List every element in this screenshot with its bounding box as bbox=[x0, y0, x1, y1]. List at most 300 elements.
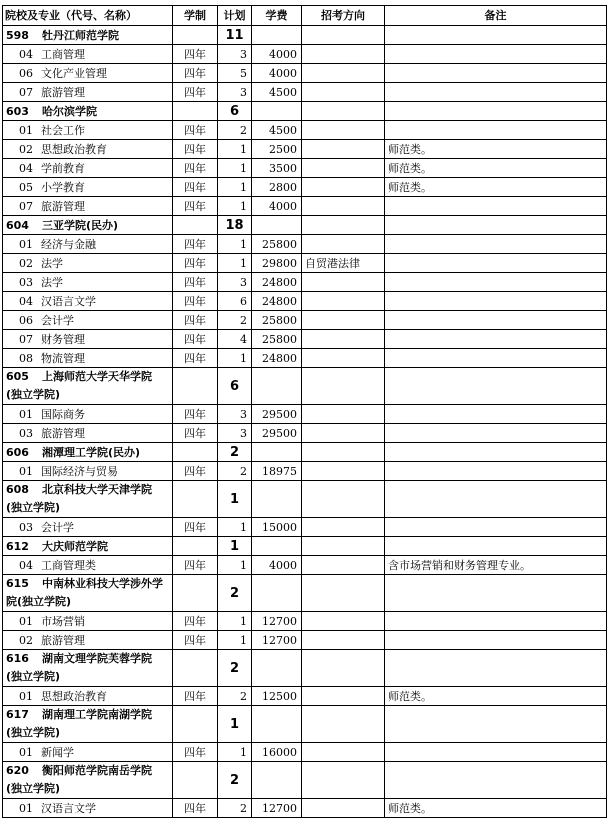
years-cell: 四年 bbox=[173, 159, 218, 178]
major-name: 旅游管理 bbox=[41, 199, 85, 213]
header-direction: 招考方向 bbox=[302, 6, 385, 26]
plan-cell: 1 bbox=[218, 178, 252, 197]
plan-cell: 3 bbox=[218, 424, 252, 443]
major-cell bbox=[3, 197, 173, 216]
years-cell: 四年 bbox=[173, 743, 218, 762]
plan-cell: 1 bbox=[218, 556, 252, 575]
years-cell bbox=[173, 650, 218, 687]
fee-cell: 16000 bbox=[252, 743, 302, 762]
remark-cell bbox=[385, 26, 607, 45]
major-row bbox=[3, 140, 607, 159]
plan-cell: 1 bbox=[218, 140, 252, 159]
plan-cell: 1 bbox=[218, 518, 252, 537]
years-cell: 四年 bbox=[173, 235, 218, 254]
years-cell: 四年 bbox=[173, 405, 218, 424]
years-cell: 四年 bbox=[173, 254, 218, 273]
major-code: 06 bbox=[19, 313, 33, 327]
major-row bbox=[3, 121, 607, 140]
remark-cell bbox=[385, 235, 607, 254]
plan-cell: 1 bbox=[218, 743, 252, 762]
major-cell bbox=[3, 273, 173, 292]
major-cell bbox=[3, 799, 173, 818]
major-code: 01 bbox=[19, 689, 33, 703]
school-plan-cell: 2 bbox=[218, 443, 252, 462]
major-name: 学前教育 bbox=[41, 161, 85, 175]
major-name: 市场营销 bbox=[41, 614, 85, 628]
major-code: 04 bbox=[19, 558, 33, 572]
school-row bbox=[3, 26, 607, 45]
major-cell bbox=[3, 45, 173, 64]
major-code: 03 bbox=[19, 426, 33, 440]
major-code: 03 bbox=[19, 520, 33, 534]
major-name: 文化产业管理 bbox=[41, 66, 107, 80]
major-code: 01 bbox=[19, 123, 33, 137]
years-cell: 四年 bbox=[173, 687, 218, 706]
remark-cell: 师范类。 bbox=[385, 799, 607, 818]
fee-cell: 24800 bbox=[252, 292, 302, 311]
fee-cell: 12500 bbox=[252, 687, 302, 706]
remark-cell bbox=[385, 216, 607, 235]
fee-cell: 18975 bbox=[252, 462, 302, 481]
header-years: 学制 bbox=[173, 6, 218, 26]
major-name: 国际经济与贸易 bbox=[41, 464, 118, 478]
direction-cell bbox=[302, 273, 385, 292]
school-plan-cell: 11 bbox=[218, 26, 252, 45]
major-cell bbox=[3, 254, 173, 273]
major-code: 04 bbox=[19, 161, 33, 175]
school-cell bbox=[3, 537, 173, 556]
years-cell: 四年 bbox=[173, 424, 218, 443]
remark-cell bbox=[385, 254, 607, 273]
header-remark: 备注 bbox=[385, 6, 607, 26]
remark-cell: 师范类。 bbox=[385, 159, 607, 178]
plan-cell: 1 bbox=[218, 349, 252, 368]
school-code: 620 bbox=[6, 764, 29, 777]
school-name-line2: (独立学院) bbox=[6, 501, 61, 514]
fee-cell: 4500 bbox=[252, 121, 302, 140]
direction-cell bbox=[302, 687, 385, 706]
plan-cell: 1 bbox=[218, 197, 252, 216]
major-cell bbox=[3, 121, 173, 140]
fee-cell: 4000 bbox=[252, 64, 302, 83]
major-row bbox=[3, 178, 607, 197]
plan-cell: 1 bbox=[218, 631, 252, 650]
major-cell bbox=[3, 743, 173, 762]
remark-cell bbox=[385, 102, 607, 121]
major-cell bbox=[3, 518, 173, 537]
remark-cell bbox=[385, 424, 607, 443]
school-plan-cell: 18 bbox=[218, 216, 252, 235]
major-code: 08 bbox=[19, 351, 33, 365]
school-plan-cell: 6 bbox=[218, 368, 252, 405]
years-cell bbox=[173, 537, 218, 556]
plan-cell: 2 bbox=[218, 799, 252, 818]
plan-cell: 1 bbox=[218, 612, 252, 631]
admission-plan-table bbox=[2, 5, 607, 818]
fee-cell bbox=[252, 537, 302, 556]
direction-cell bbox=[302, 64, 385, 83]
direction-cell bbox=[302, 121, 385, 140]
years-cell bbox=[173, 26, 218, 45]
years-cell: 四年 bbox=[173, 799, 218, 818]
direction-cell bbox=[302, 292, 385, 311]
direction-cell bbox=[302, 45, 385, 64]
fee-cell bbox=[252, 216, 302, 235]
remark-cell: 含市场营销和财务管理专业。 bbox=[385, 556, 607, 575]
school-cell bbox=[3, 102, 173, 121]
remark-cell bbox=[385, 762, 607, 799]
plan-cell: 2 bbox=[218, 311, 252, 330]
major-row bbox=[3, 556, 607, 575]
remark-cell bbox=[385, 368, 607, 405]
remark-cell bbox=[385, 518, 607, 537]
school-code: 612 bbox=[6, 539, 29, 553]
fee-cell: 12700 bbox=[252, 631, 302, 650]
years-cell bbox=[173, 481, 218, 518]
remark-cell: 师范类。 bbox=[385, 140, 607, 159]
fee-cell: 2800 bbox=[252, 178, 302, 197]
years-cell bbox=[173, 216, 218, 235]
school-name: 大庆师范学院 bbox=[42, 539, 108, 553]
major-code: 01 bbox=[19, 745, 33, 759]
remark-cell bbox=[385, 443, 607, 462]
fee-cell: 25800 bbox=[252, 235, 302, 254]
plan-cell: 2 bbox=[218, 462, 252, 481]
years-cell: 四年 bbox=[173, 83, 218, 102]
fee-cell: 4500 bbox=[252, 83, 302, 102]
fee-cell: 15000 bbox=[252, 518, 302, 537]
header-plan: 计划 bbox=[218, 6, 252, 26]
years-cell bbox=[173, 762, 218, 799]
major-code: 07 bbox=[19, 199, 33, 213]
remark-cell bbox=[385, 612, 607, 631]
years-cell bbox=[173, 368, 218, 405]
direction-cell bbox=[302, 799, 385, 818]
remark-cell bbox=[385, 121, 607, 140]
direction-cell bbox=[302, 26, 385, 45]
major-cell bbox=[3, 349, 173, 368]
remark-cell bbox=[385, 64, 607, 83]
major-name: 经济与金融 bbox=[41, 237, 96, 251]
school-code: 605 bbox=[6, 370, 29, 383]
direction-cell bbox=[302, 405, 385, 424]
years-cell: 四年 bbox=[173, 311, 218, 330]
fee-cell bbox=[252, 443, 302, 462]
direction-cell bbox=[302, 178, 385, 197]
fee-cell: 29800 bbox=[252, 254, 302, 273]
direction-cell bbox=[302, 368, 385, 405]
major-cell bbox=[3, 178, 173, 197]
major-code: 02 bbox=[19, 633, 33, 647]
fee-cell: 4000 bbox=[252, 45, 302, 64]
major-row bbox=[3, 311, 607, 330]
school-code: 603 bbox=[6, 104, 29, 118]
fee-cell bbox=[252, 368, 302, 405]
fee-cell: 4000 bbox=[252, 197, 302, 216]
plan-cell: 3 bbox=[218, 83, 252, 102]
school-name-line2: (独立学院) bbox=[6, 782, 61, 795]
major-row bbox=[3, 687, 607, 706]
school-row bbox=[3, 216, 607, 235]
direction-cell bbox=[302, 140, 385, 159]
direction-cell bbox=[302, 612, 385, 631]
major-cell bbox=[3, 83, 173, 102]
remark-cell bbox=[385, 706, 607, 743]
school-name: 牡丹江师范学院 bbox=[42, 28, 119, 42]
school-row bbox=[3, 706, 607, 743]
direction-cell bbox=[302, 537, 385, 556]
fee-cell bbox=[252, 575, 302, 612]
major-row bbox=[3, 254, 607, 273]
direction-cell bbox=[302, 443, 385, 462]
direction-cell: 自贸港法律 bbox=[302, 254, 385, 273]
school-plan-cell: 1 bbox=[218, 481, 252, 518]
school-row bbox=[3, 368, 607, 405]
years-cell: 四年 bbox=[173, 140, 218, 159]
major-name: 旅游管理 bbox=[41, 426, 85, 440]
direction-cell bbox=[302, 197, 385, 216]
major-name: 会计学 bbox=[41, 520, 74, 534]
major-cell bbox=[3, 159, 173, 178]
major-name: 法学 bbox=[41, 256, 63, 270]
direction-cell bbox=[302, 424, 385, 443]
years-cell: 四年 bbox=[173, 462, 218, 481]
direction-cell bbox=[302, 518, 385, 537]
major-cell bbox=[3, 330, 173, 349]
major-code: 02 bbox=[19, 256, 33, 270]
major-name: 国际商务 bbox=[41, 407, 85, 421]
remark-cell: 师范类。 bbox=[385, 178, 607, 197]
major-row bbox=[3, 612, 607, 631]
major-code: 04 bbox=[19, 47, 33, 61]
major-cell bbox=[3, 424, 173, 443]
school-cell bbox=[3, 762, 173, 799]
school-cell bbox=[3, 575, 173, 612]
major-code: 01 bbox=[19, 614, 33, 628]
direction-cell bbox=[302, 706, 385, 743]
remark-cell bbox=[385, 197, 607, 216]
school-plan-cell: 1 bbox=[218, 706, 252, 743]
fee-cell bbox=[252, 706, 302, 743]
major-row bbox=[3, 64, 607, 83]
fee-cell: 3500 bbox=[252, 159, 302, 178]
years-cell bbox=[173, 706, 218, 743]
direction-cell bbox=[302, 481, 385, 518]
header-row bbox=[3, 6, 607, 26]
plan-cell: 2 bbox=[218, 687, 252, 706]
major-cell bbox=[3, 631, 173, 650]
school-cell bbox=[3, 706, 173, 743]
direction-cell bbox=[302, 216, 385, 235]
years-cell: 四年 bbox=[173, 556, 218, 575]
plan-cell: 3 bbox=[218, 405, 252, 424]
major-code: 01 bbox=[19, 464, 33, 478]
school-plan-cell: 6 bbox=[218, 102, 252, 121]
fee-cell bbox=[252, 481, 302, 518]
fee-cell: 25800 bbox=[252, 311, 302, 330]
direction-cell bbox=[302, 349, 385, 368]
school-name-line2: (独立学院) bbox=[6, 388, 61, 401]
direction-cell bbox=[302, 650, 385, 687]
major-code: 07 bbox=[19, 85, 33, 99]
years-cell: 四年 bbox=[173, 64, 218, 83]
major-row bbox=[3, 518, 607, 537]
school-row bbox=[3, 537, 607, 556]
years-cell bbox=[173, 443, 218, 462]
school-code: 615 bbox=[6, 577, 29, 590]
years-cell: 四年 bbox=[173, 518, 218, 537]
major-cell bbox=[3, 292, 173, 311]
school-cell bbox=[3, 443, 173, 462]
direction-cell bbox=[302, 83, 385, 102]
major-code: 01 bbox=[19, 237, 33, 251]
major-row bbox=[3, 292, 607, 311]
school-cell bbox=[3, 26, 173, 45]
remark-cell bbox=[385, 45, 607, 64]
school-row bbox=[3, 443, 607, 462]
remark-cell bbox=[385, 273, 607, 292]
major-row bbox=[3, 424, 607, 443]
major-name: 旅游管理 bbox=[41, 85, 85, 99]
major-cell bbox=[3, 64, 173, 83]
school-plan-cell: 2 bbox=[218, 650, 252, 687]
fee-cell bbox=[252, 762, 302, 799]
major-name: 会计学 bbox=[41, 313, 74, 327]
direction-cell bbox=[302, 330, 385, 349]
major-row bbox=[3, 462, 607, 481]
major-code: 05 bbox=[19, 180, 33, 194]
school-row bbox=[3, 575, 607, 612]
major-name: 法学 bbox=[41, 275, 63, 289]
major-code: 04 bbox=[19, 294, 33, 308]
major-cell bbox=[3, 612, 173, 631]
major-code: 02 bbox=[19, 142, 33, 156]
school-row bbox=[3, 481, 607, 518]
fee-cell: 29500 bbox=[252, 424, 302, 443]
years-cell: 四年 bbox=[173, 292, 218, 311]
school-code: 606 bbox=[6, 445, 29, 459]
years-cell bbox=[173, 102, 218, 121]
remark-cell bbox=[385, 575, 607, 612]
school-name: 衡阳师范学院南岳学院 bbox=[42, 764, 152, 777]
years-cell: 四年 bbox=[173, 45, 218, 64]
school-name: 三亚学院(民办) bbox=[42, 218, 119, 232]
major-row bbox=[3, 83, 607, 102]
years-cell: 四年 bbox=[173, 330, 218, 349]
fee-cell: 25800 bbox=[252, 330, 302, 349]
school-plan-cell: 1 bbox=[218, 537, 252, 556]
fee-cell: 12700 bbox=[252, 612, 302, 631]
direction-cell bbox=[302, 235, 385, 254]
school-plan-cell: 2 bbox=[218, 575, 252, 612]
years-cell: 四年 bbox=[173, 273, 218, 292]
remark-cell bbox=[385, 311, 607, 330]
major-name: 汉语言文学 bbox=[41, 294, 96, 308]
years-cell: 四年 bbox=[173, 121, 218, 140]
school-row bbox=[3, 762, 607, 799]
fee-cell bbox=[252, 650, 302, 687]
school-cell bbox=[3, 368, 173, 405]
plan-cell: 3 bbox=[218, 45, 252, 64]
major-name: 物流管理 bbox=[41, 351, 85, 365]
school-code: 604 bbox=[6, 218, 29, 232]
major-row bbox=[3, 159, 607, 178]
remark-cell bbox=[385, 349, 607, 368]
direction-cell bbox=[302, 159, 385, 178]
school-name: 湘潭理工学院(民办) bbox=[42, 445, 141, 459]
remark-cell bbox=[385, 83, 607, 102]
school-name: 湖南文理学院芙蓉学院 bbox=[42, 652, 152, 665]
major-cell bbox=[3, 462, 173, 481]
school-code: 598 bbox=[6, 28, 29, 42]
direction-cell bbox=[302, 102, 385, 121]
plan-cell: 5 bbox=[218, 64, 252, 83]
school-cell bbox=[3, 216, 173, 235]
major-name: 财务管理 bbox=[41, 332, 85, 346]
major-code: 01 bbox=[19, 407, 33, 421]
plan-cell: 3 bbox=[218, 273, 252, 292]
major-name: 汉语言文学 bbox=[41, 801, 96, 815]
major-name: 新闻学 bbox=[41, 745, 74, 759]
direction-cell bbox=[302, 462, 385, 481]
major-code: 06 bbox=[19, 66, 33, 80]
fee-cell bbox=[252, 26, 302, 45]
major-row bbox=[3, 631, 607, 650]
major-row bbox=[3, 235, 607, 254]
major-row bbox=[3, 799, 607, 818]
fee-cell: 4000 bbox=[252, 556, 302, 575]
school-name-line2: (独立学院) bbox=[6, 726, 61, 739]
fee-cell: 2500 bbox=[252, 140, 302, 159]
plan-cell: 1 bbox=[218, 235, 252, 254]
major-cell bbox=[3, 140, 173, 159]
remark-cell bbox=[385, 330, 607, 349]
major-name: 小学教育 bbox=[41, 180, 85, 194]
major-cell bbox=[3, 311, 173, 330]
major-name: 思想政治教育 bbox=[41, 142, 107, 156]
major-row bbox=[3, 405, 607, 424]
school-name-line2: (独立学院) bbox=[6, 670, 61, 683]
major-row bbox=[3, 273, 607, 292]
direction-cell bbox=[302, 762, 385, 799]
school-code: 608 bbox=[6, 483, 29, 496]
years-cell: 四年 bbox=[173, 197, 218, 216]
plan-cell: 1 bbox=[218, 159, 252, 178]
remark-cell bbox=[385, 481, 607, 518]
fee-cell: 24800 bbox=[252, 349, 302, 368]
plan-cell: 2 bbox=[218, 121, 252, 140]
major-name: 思想政治教育 bbox=[41, 689, 107, 703]
remark-cell bbox=[385, 405, 607, 424]
remark-cell bbox=[385, 462, 607, 481]
major-cell bbox=[3, 235, 173, 254]
years-cell: 四年 bbox=[173, 631, 218, 650]
years-cell: 四年 bbox=[173, 349, 218, 368]
school-cell bbox=[3, 481, 173, 518]
major-row bbox=[3, 330, 607, 349]
school-cell bbox=[3, 650, 173, 687]
remark-cell bbox=[385, 650, 607, 687]
years-cell: 四年 bbox=[173, 612, 218, 631]
major-name: 工商管理 bbox=[41, 47, 85, 61]
plan-cell: 6 bbox=[218, 292, 252, 311]
major-cell bbox=[3, 556, 173, 575]
school-row bbox=[3, 102, 607, 121]
direction-cell bbox=[302, 631, 385, 650]
school-code: 617 bbox=[6, 708, 29, 721]
school-name: 湖南理工学院南湖学院 bbox=[42, 708, 152, 721]
plan-cell: 4 bbox=[218, 330, 252, 349]
